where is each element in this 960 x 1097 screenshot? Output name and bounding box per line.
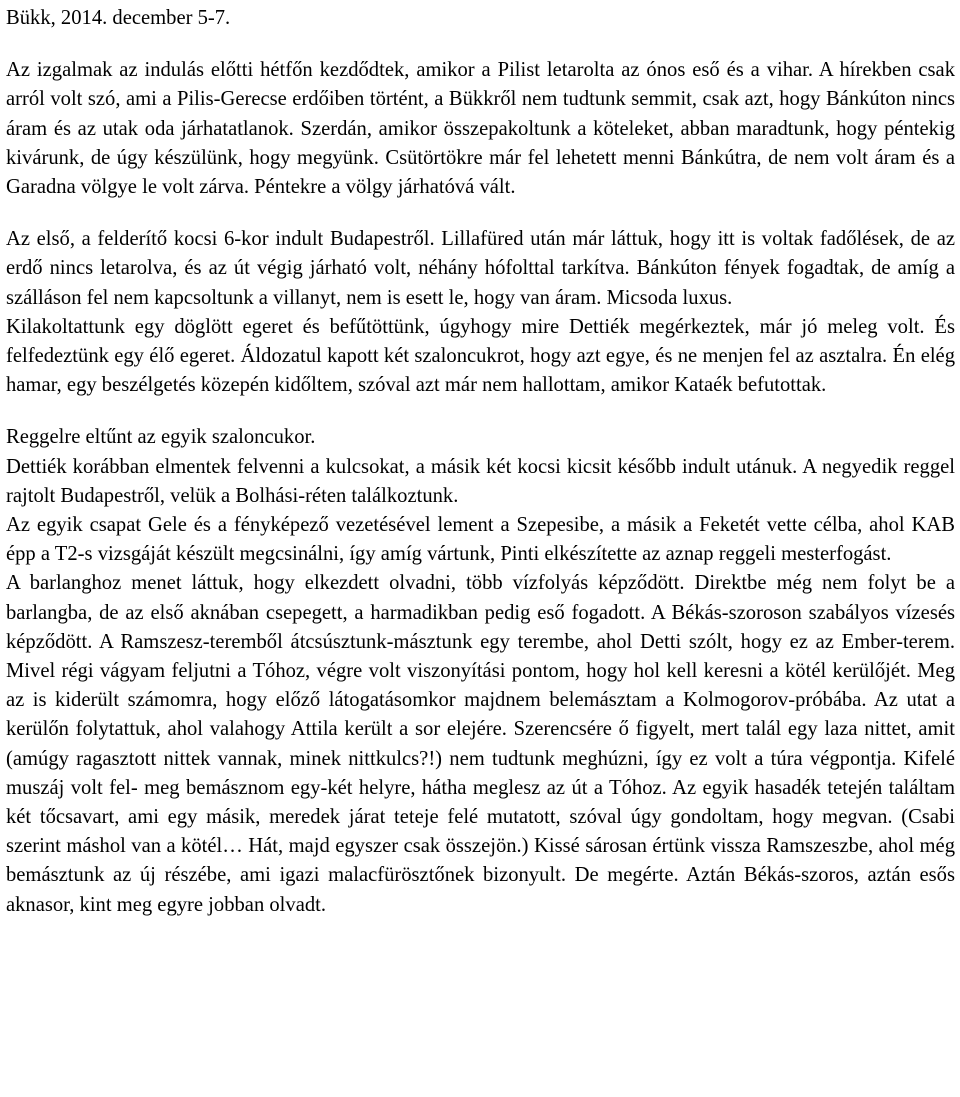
document-page bbox=[6, 0, 955, 920]
paragraph-1: Az izgalmak az indulás előtti hétfőn kezdődtek, amikor a Pilist letarolta az ónos eső és a vihar. A hírekben csak arról volt szó, ami a Pilis-Gerecse erdőiben történt, a Bükkről nem tudtunk semmit, csak azt, hogy Bánkúton nincs áram és az utak oda járhatatlanok. Szerdán, amikor összepakoltunk a köteleket, abban maradtunk, hogy péntekig kivárunk, de úgy készülünk, hogy megyünk. Csütörtökre már fel lehetett menni Bánkútra, de nem volt áram és a Garadna völgye le volt zárva. Péntekre a völgy járhatóvá vált. bbox=[6, 59, 955, 199]
paragraph-4: Reggelre eltűnt az egyik szaloncukor. bbox=[6, 426, 316, 449]
paragraph-3: Kilakoltattunk egy döglött egeret és befűtöttünk, úgyhogy mire Dettiék megérkeztek, már jó meleg volt. És felfedeztünk egy élő egeret. Áldozatul kapott két szaloncukrot, hogy azt egye, és ne menjen fel az asztalra. Én elég hamar, egy beszélgetés közepén kidőltem, szóval azt már nem hallottam, amikor Kataék befutottak. bbox=[6, 315, 955, 397]
paragraph-2: Az első, a felderítő kocsi 6-kor indult Budapestről. Lillafüred után már láttuk, hogy itt is voltak fadőlések, de az erdő nincs letarolva, és az út végig járható volt, néhány hófolttal tarkítva. Bánkúton fények fogadtak, de amíg a szálláson fel nem kapcsoltunk a villanyt, nem is esett le, hogy van áram. Micsoda luxus. bbox=[6, 228, 955, 309]
paragraph-6: Az egyik csapat Gele és a fényképező vezetésével lement a Szepesibe, a másik a Feketét vette célba, ahol KAB épp a T2-s vizsgáját készült megcsinálni, így amíg vártunk, Pinti elkészítette az aznap reggeli mesterfogást. bbox=[6, 514, 955, 566]
document-title: Bükk, 2014. december 5-7. bbox=[6, 7, 231, 29]
paragraph-5: Dettiék korábban elmentek felvenni a kulcsokat, a másik két kocsi kicsit később indult utánuk. A negyedik reggel rajtolt Budapestről, velük a Bolhási-réten találkoztunk. bbox=[6, 455, 955, 507]
paragraph-7: A barlanghoz menet láttuk, hogy elkezdett olvadni, több vízfolyás képződött. Direktbe még nem folyt be a barlangba, de az első aknában csepegett, a harmadikban pedig eső fogadott. A Békás-szoroson szabályos vízesés képződött. A Ramszesz-teremből átcsúsztunk-másztunk egy terembe, ahol Detti szólt, hogy ez az Ember-terem. Mivel régi vágyam feljutni a Tóhoz, végre volt viszonyítási pontom, hogy hol kell keresni a kötél kerülőjét. Meg az is kiderült számomra, hogy előző látogatásomkor majdnem belemásztam a Kolmogorov-próbába. Az utat a kerülőn folytattuk, ahol valahogy Attila került a sor elejére. Szerencsére ő figyelt, mert talál egy laza nittet, amit (amúgy ragasztott nittek vannak, minek nittkulcs?!) nem tudtunk meghúzni, így ez volt a túra végpontja. Kifelé muszáj volt fel- meg bemásznom egy-két helyre, hátha meglesz az út a Tóhoz. Az egyik hasadék tetején találtam két tőcsavart, ami egy másik, meredek járat teteje felé mutatott, szóval úgy gondoltam, hogy megvan. (Csabi szerint máshol van a kötél… Hát, majd egyszer csak összejön.) Kissé sárosan értünk vissza Ramszeszbe, ahol még bemásztunk az új részébe, ami igazi malacfürösztőnek bizonyult. De megérte. Aztán Békás-szoros, aztán esős aknasor, kint meg egyre jobban olvadt. bbox=[6, 572, 955, 916]
